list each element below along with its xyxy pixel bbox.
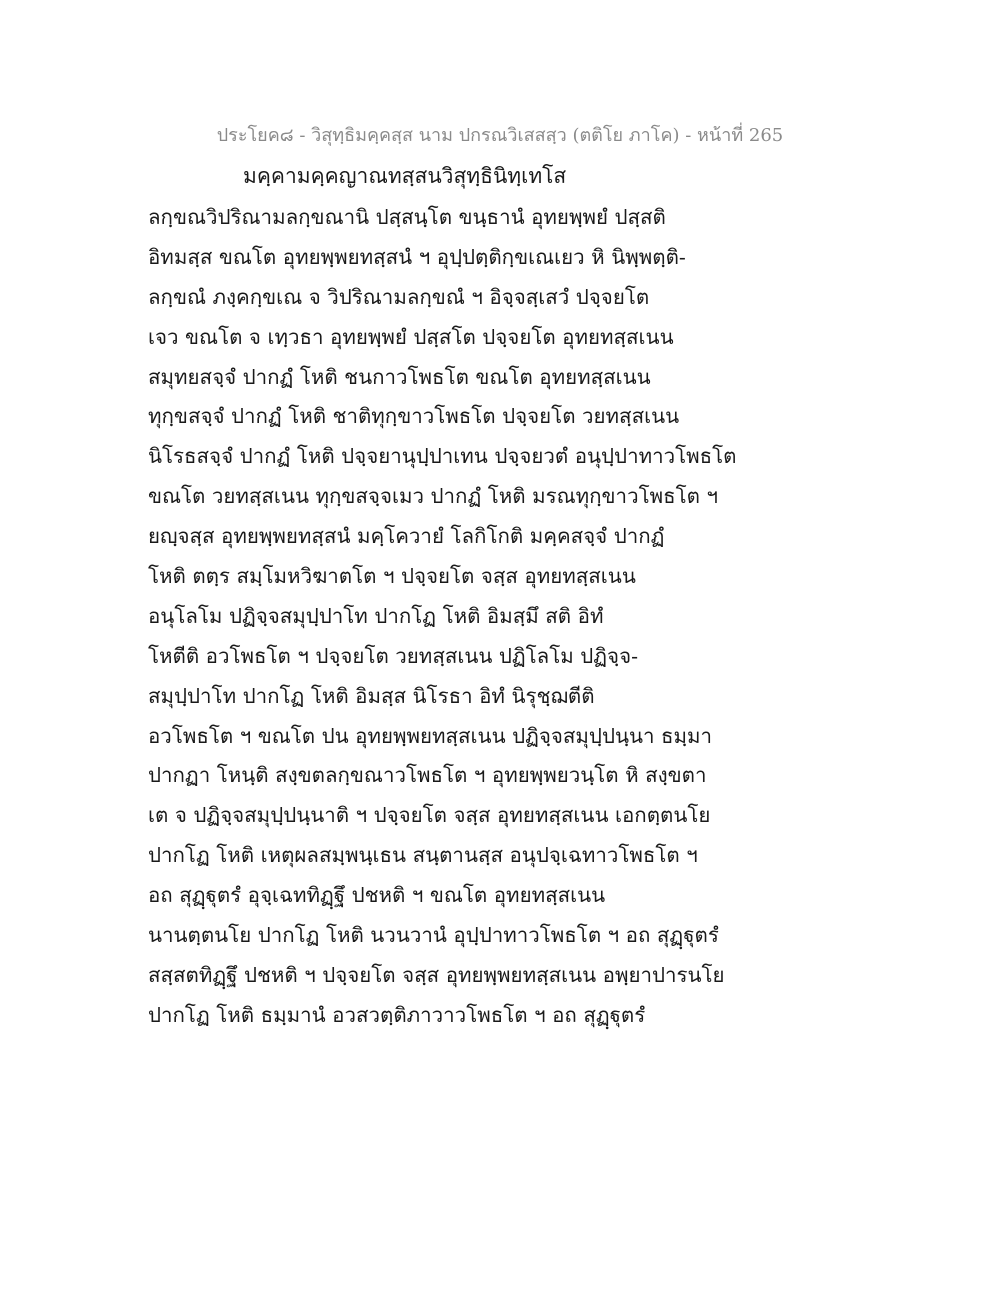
running-header: ประโยค๘ - วิสุทฺธิมคฺคสฺส นาม ปกรณวิเสสสฺว (ตติโย ภาโค) - หน้าที่ 265 — [216, 125, 784, 146]
text-line: ยญฺจสฺส อุทยพฺพยทสฺสนํ มคฺโควายํ โลกิโกติ มคฺคสจฺจํ ปากฏํ — [148, 524, 665, 549]
text-line: สมุปฺปาโท ปากโฏ โหติ อิมสฺส นิโรธา อิทํ นิรุชฺฌตีติ — [148, 683, 595, 708]
text-line: ลกฺขณํ ภงฺคกฺขเณ จ วิปริณามลกฺขณํ ฯ อิจฺจสฺเสวํ ปจฺจยโต — [148, 284, 650, 309]
text-line: โหติ ตตฺร สมฺโมหวิฆาตโต ฯ ปจฺจยโต จสฺส อุทยทสฺสเนน — [148, 564, 636, 589]
text-line: เต จ ปฏิจฺจสมุปฺปนฺนาติ ฯ ปจฺจยโต จสฺส อุทยทสฺสเนน เอกตฺตนโย — [148, 803, 711, 828]
text-line: อถ สุฏฺฐุตรํ อุจฺเฉททิฏฺฐึ ปชหติ ฯ ขณโต อุทยทสฺสเนน — [148, 883, 606, 908]
text-line: อวโพธโต ฯ ขณโต ปน อุทยพฺพยทสฺสเนน ปฏิจฺจสมุปฺปนฺนา ธมฺมา — [148, 723, 713, 748]
text-line: นิโรธสจฺจํ ปากฏํ โหติ ปจฺจยานุปฺปาเทน ปจฺจยวตํ อนุปฺปาทาวโพธโต — [148, 444, 737, 469]
text-line: ปากโฏ โหติ เหตุผลสมฺพนฺเธน สนฺตานสฺส อนุปจฺเฉทาวโพธโต ฯ — [148, 843, 698, 868]
text-line: อนุโลโม ปฏิจฺจสมุปฺปาโท ปากโฏ โหติ อิมสฺมึ สติ อิทํ — [148, 603, 604, 628]
text-line: ขณโต วยทสฺสเนน ทุกฺขสจฺจเมว ปากฏํ โหติ มรณทุกฺขาวโพธโต ฯ — [148, 484, 718, 509]
text-line: เจว ขณโต จ เทฺวธา อุทยพฺพยํ ปสฺสโต ปจฺจยโต อุทยทสฺสเนน — [148, 324, 674, 349]
text-line: ปากฏา โหนฺติ สงฺขตลกฺขณาวโพธโต ฯ อุทยพฺพยวนฺโต หิ สงฺขตา — [148, 763, 707, 788]
text-line: ปากโฏ โหติ ธมฺมานํ อวสวตฺติภาวาวโพธโต ฯ อถ สุฏฺฐุตรํ — [148, 1002, 646, 1027]
text-line: สสฺสตทิฏฺฐึ ปชหติ ฯ ปจฺจยโต จสฺส อุทยพฺพยทสฺสเนน อพฺยาปารนโย — [148, 962, 725, 987]
text-line: ทุกฺขสจฺจํ ปากฏํ โหติ ชาติทุกฺขาวโพธโต ปจฺจยโต วยทสฺสเนน — [148, 404, 680, 429]
section-heading: มคฺคามคฺคญาณทสฺสนวิสุทฺธินิทฺเทโส — [243, 164, 567, 188]
text-line: อิทมสฺส ขณโต อุทยพฺพยทสฺสนํ ฯ อุปฺปตฺติกฺขเณเยว หิ นิพฺพตฺติ- — [148, 244, 686, 269]
text-line: นานตฺตนโย ปากโฏ โหติ นวนวานํ อุปฺปาทาวโพธโต ฯ อถ สุฏฺฐุตรํ — [148, 923, 719, 948]
text-line: สมุทยสจฺจํ ปากฏํ โหติ ชนกาวโพธโต ขณโต อุทยทสฺสเนน — [148, 364, 651, 389]
body-text — [148, 198, 868, 1036]
text-line: โหตีติ อวโพธโต ฯ ปจฺจยโต วยทสฺสเนน ปฏิโลโม ปฏิจฺจ- — [148, 643, 639, 668]
text-line: ลกฺขณวิปริณามลกฺขณานิ ปสฺสนฺโต ขนฺธานํ อุทยพฺพยํ ปสฺสติ — [148, 205, 666, 229]
